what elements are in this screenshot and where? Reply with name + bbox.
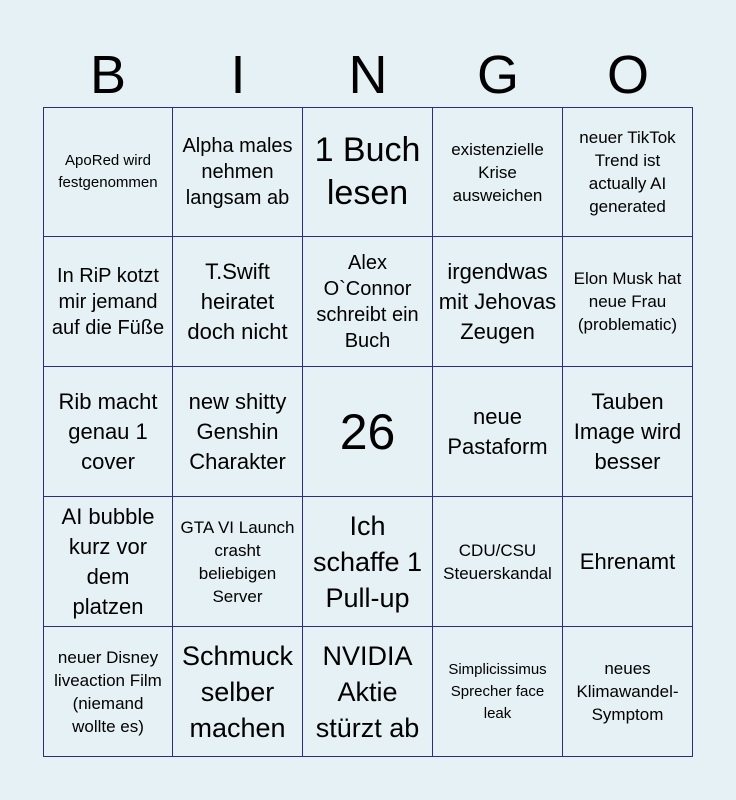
bingo-cell[interactable] — [303, 627, 433, 757]
bingo-cell[interactable] — [433, 237, 563, 367]
bingo-cell[interactable] — [433, 107, 563, 237]
bingo-cell[interactable] — [43, 497, 173, 627]
bingo-cell[interactable] — [433, 627, 563, 757]
bingo-cell[interactable] — [43, 107, 173, 237]
bingo-cell-label: Alpha males nehmen langsam ab — [182, 135, 293, 209]
bingo-cell[interactable] — [563, 107, 693, 237]
bingo-cell-label: 1 Buch lesen — [314, 131, 421, 212]
bingo-cell[interactable] — [303, 237, 433, 367]
header-letter-o: O — [606, 45, 649, 105]
bingo-cell-label: irgendwas mit Jehovas Zeugen — [438, 258, 557, 344]
bingo-cell-label: neuer TikTok Trend ist actually AI generated — [579, 128, 676, 216]
bingo-cell-label: neues Klimawandel-Symptom — [576, 659, 679, 724]
header-letter-n: N — [348, 45, 388, 105]
bingo-cell[interactable] — [173, 627, 303, 757]
bingo-cell-label: Simplicissimus Sprecher face leak — [448, 660, 547, 722]
header-letter-b: B — [89, 45, 127, 105]
bingo-header — [43, 42, 693, 108]
bingo-cell-free[interactable] — [303, 367, 433, 497]
bingo-cell-label: NVIDIA Aktie stürzt ab — [315, 640, 420, 743]
bingo-cell-label: Elon Musk hat neue Frau (problematic) — [573, 269, 682, 334]
bingo-cell-label: new shitty Genshin Charakter — [188, 388, 287, 474]
bingo-cell[interactable] — [433, 497, 563, 627]
bingo-cell[interactable] — [303, 107, 433, 237]
bingo-cell[interactable] — [43, 627, 173, 757]
bingo-cell[interactable] — [173, 497, 303, 627]
bingo-cell[interactable] — [303, 497, 433, 627]
header-letter-g: G — [476, 45, 519, 105]
bingo-cell-label: CDU/CSU Steuerskandal — [443, 540, 552, 583]
bingo-grid — [43, 107, 693, 757]
bingo-cell[interactable] — [563, 627, 693, 757]
bingo-cell[interactable] — [563, 497, 693, 627]
bingo-cell-label: existenzielle Krise ausweichen — [451, 139, 544, 205]
bingo-cell[interactable] — [563, 367, 693, 497]
bingo-cell-label: Alex O`Connor schreibt ein Buch — [316, 251, 419, 352]
bingo-cell-label: Tauben Image wird besser — [573, 388, 682, 474]
bingo-cell-label: neue Pastaform — [447, 403, 548, 459]
bingo-cell-label: T.Swift heiratet doch nicht — [187, 258, 288, 344]
bingo-cell-label: 26 — [339, 403, 396, 460]
bingo-cell-label: In RiP kotzt mir jemand auf die Füße — [51, 264, 165, 339]
bingo-cell-label: Ich schaffe 1 Pull-up — [312, 510, 423, 613]
bingo-cell[interactable] — [173, 237, 303, 367]
bingo-cell[interactable] — [173, 107, 303, 237]
bingo-cell-label: neuer Disney liveaction Film (niemand wollte es) — [54, 647, 162, 736]
header-letter-i: I — [230, 45, 246, 105]
bingo-cell-label: Ehrenamt — [579, 548, 676, 574]
bingo-cell-label: Schmuck selber machen — [181, 640, 294, 743]
bingo-cell[interactable] — [43, 237, 173, 367]
bingo-cell[interactable] — [173, 367, 303, 497]
bingo-cell-label: ApoRed wird festgenommen — [58, 152, 158, 191]
bingo-cell[interactable] — [433, 367, 563, 497]
bingo-cell-label: GTA VI Launch crasht beliebigen Server — [180, 517, 295, 606]
bingo-cell[interactable] — [563, 237, 693, 367]
bingo-cell-label: Rib macht genau 1 cover — [58, 388, 158, 474]
bingo-cell[interactable] — [43, 367, 173, 497]
bingo-cell-label: AI bubble kurz vor dem platzen — [61, 503, 155, 619]
